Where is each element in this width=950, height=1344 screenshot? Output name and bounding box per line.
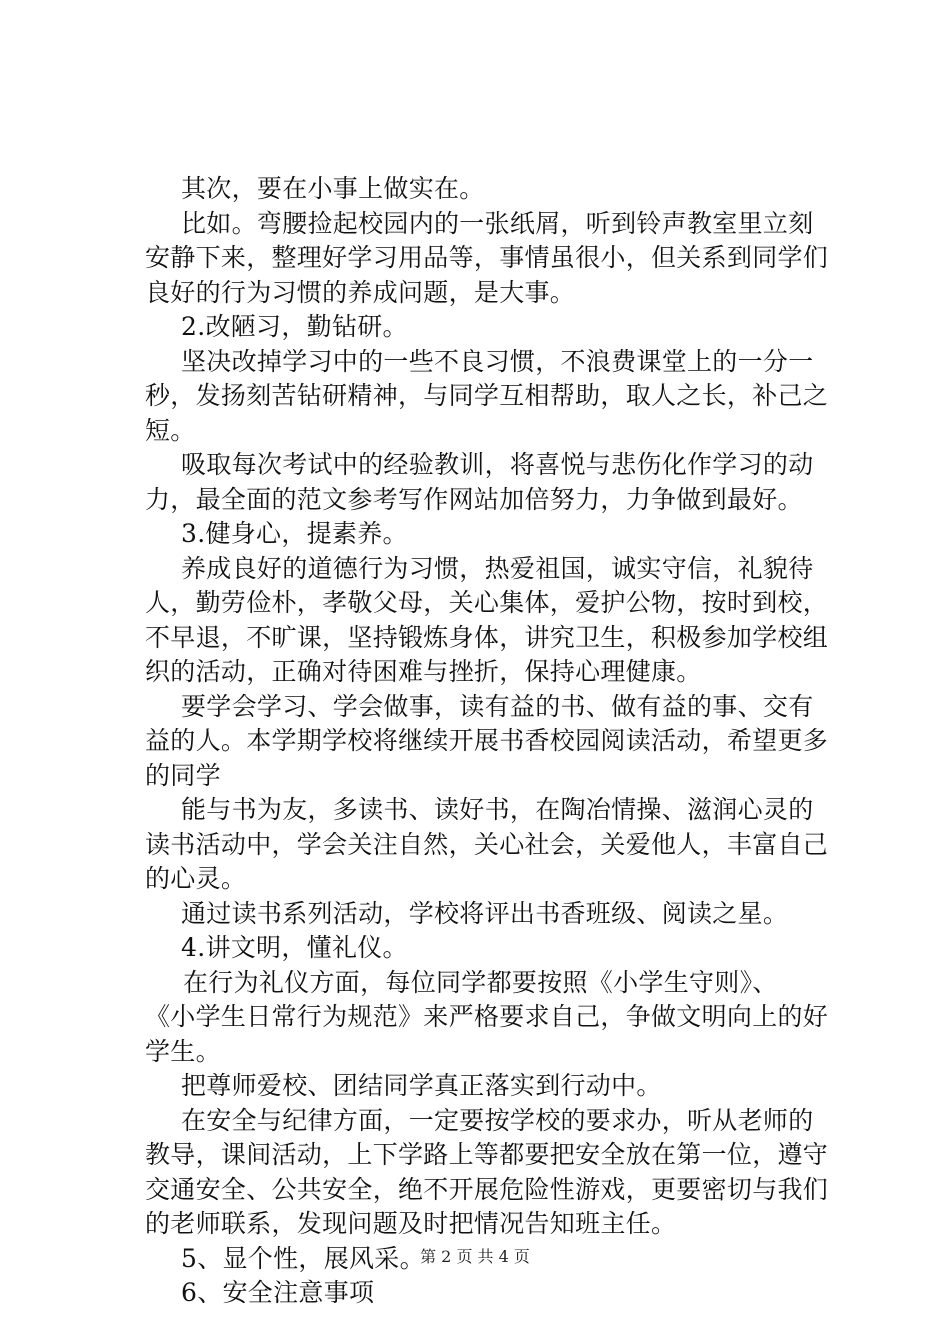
text-line: 吸取每次考试中的经验教训，将喜悦与悲伤化作学习的动 [181,450,814,479]
text-line: 坚决改掉学习中的一些不良习惯，不浪费课堂上的一分一 [181,346,814,376]
text-line: 通过读书系列活动，学校将评出书香班级、阅读之星。 [181,898,789,928]
text-line: 把尊师爱校、团结同学真正落实到行动中。 [181,1071,662,1100]
text-line: 力，最全面的范文参考写作网站加倍努力，力争做到最好。 [145,484,803,514]
page-footer: 第 2 页 共 4 页 [420,1247,530,1266]
text-line: 要学会学习、学会做事，读有益的书、做有益的事、交有 [181,691,814,721]
text-line: 其次，要在小事上做实在。 [181,174,485,203]
text-line: 人，勤劳俭朴，孝敬父母，关心集体，爱护公物，按时到校， [145,588,829,617]
text-line: 在行为礼仪方面，每位同学都要按照《小学生守则》、 [183,967,778,997]
text-line: 的同学 [145,760,221,790]
text-line: 读书活动中，学会关注自然，关心社会，关爱他人，丰富自己 [145,829,829,859]
text-line: 3.健身心，提素养。 [181,519,408,548]
text-line: 益的人。本学期学校将继续开展书香校园阅读活动，希望更多 [145,726,829,755]
text-line: 的老师联系，发现问题及时把情况告知班主任。 [145,1209,677,1238]
text-line: 《小学生日常行为规范》来严格要求自己，争做文明向上的好 [145,1002,829,1031]
text-line: 安静下来，整理好学习用品等，事情虽很小，但关系到同学们 [145,243,829,272]
text-line: 交通安全、公共安全，绝不开展危险性游戏，更要密切与我们 [145,1174,829,1204]
text-line: 2.改陋习，勤钻研。 [181,312,408,341]
text-line: 的心灵。 [145,864,247,893]
text-line: 5、显个性，展风采。 [181,1243,425,1273]
text-line: 在安全与纪律方面，一定要按学校的要求办，听从老师的 [181,1105,814,1135]
text-line: 比如。弯腰捡起校园内的一张纸屑，听到铃声教室里立刻 [181,208,814,238]
text-line: 养成良好的道德行为习惯，热爱祖国，诚实守信，礼貌待 [181,553,814,583]
text-line: 能与书为友，多读书、读好书，在陶冶情操、滋润心灵的 [181,795,814,824]
text-line: 学生。 [145,1036,221,1066]
text-line: 良好的行为习惯的养成问题，是大事。 [145,277,576,307]
text-line: 短。 [145,415,196,445]
text-line: 不早退，不旷课，坚持锻炼身体，讲究卫生，积极参加学校组 [145,622,829,652]
text-line: 织的活动，正确对待困难与挫折，保持心理健康。 [145,657,702,686]
text-line: 4.讲文明，懂礼仪。 [181,933,408,962]
text-line: 教导，课间活动，上下学路上等都要把安全放在第一位，遵守 [145,1140,829,1169]
text-line: 秒，发扬刻苦钻研精神，与同学互相帮助，取人之长，补己之 [145,381,829,410]
text-line: 6、安全注意事项 [181,1278,375,1307]
document-body [145,172,845,1311]
